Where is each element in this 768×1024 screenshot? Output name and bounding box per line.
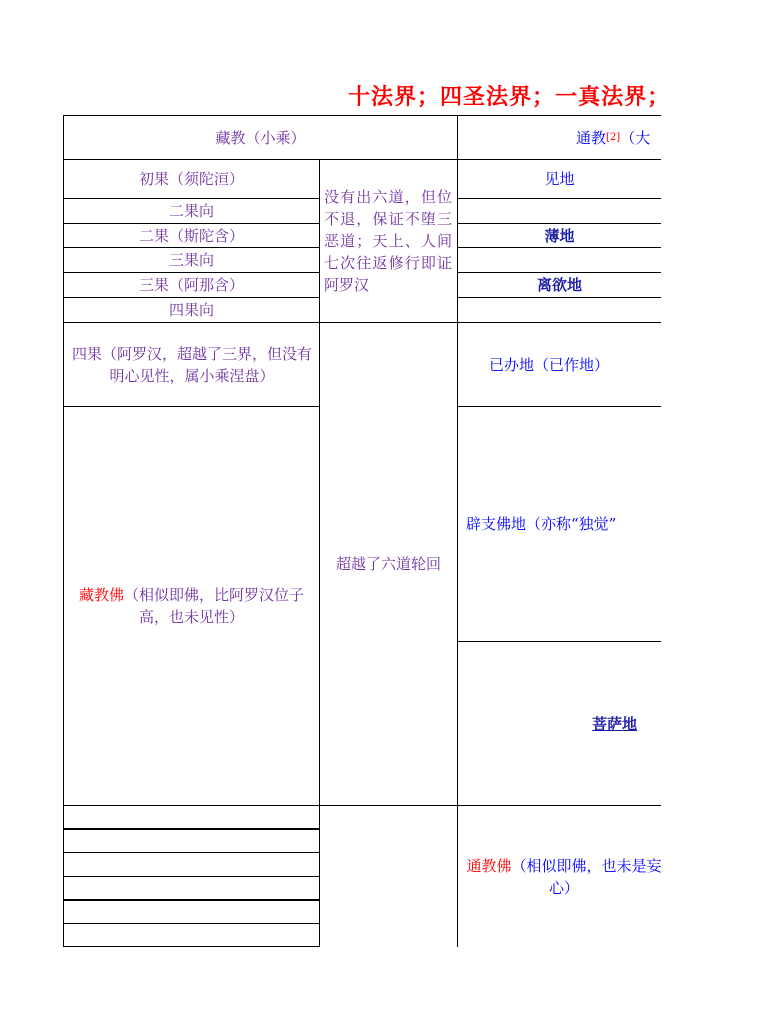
footnote-ref[interactable]: [2]: [606, 131, 621, 143]
zang-buddha-desc: （相似即佛，比阿罗汉位子高，也未见性）: [124, 586, 305, 626]
zang-header-label: 藏教（小乘）: [215, 128, 306, 147]
arhat-text: 四果（阿罗汉，超越了三界，但没有明心见性，属小乘涅盘）: [71, 344, 312, 385]
title-separator: ；: [532, 84, 556, 110]
tong-row: [458, 273, 661, 297]
title-separator: ；: [647, 84, 671, 110]
grid-line: [63, 852, 319, 853]
zang-row: [64, 224, 319, 247]
zang-row-label: 三果向: [168, 251, 214, 269]
tong-row: [458, 160, 661, 198]
note-beyond-text: 超越了六道轮回: [335, 555, 441, 573]
zang-row-label: 三果（阿那含）: [138, 276, 244, 294]
zang-row: [64, 199, 319, 223]
pizhi-text: 辟支佛地（亦称“独觉”: [466, 515, 617, 533]
tong-buddha-cell: [458, 806, 698, 947]
tong-row: [458, 224, 661, 247]
tong-header-rest: （大: [620, 128, 651, 147]
grid-line: [63, 899, 319, 901]
tong-row: [458, 199, 661, 223]
tong-row-label: 见地: [544, 170, 575, 188]
zang-row: [64, 273, 319, 297]
zang-row: [64, 298, 319, 322]
tong-row-label: 离欲地: [536, 276, 582, 294]
zang-row-label: 初果（须陀洹）: [138, 170, 244, 188]
title-separator: ；: [417, 84, 441, 110]
zang-row-label: 二果（斯陀含）: [138, 226, 244, 245]
zang-header: [64, 116, 457, 159]
pusa-link[interactable]: 菩萨地: [592, 714, 638, 733]
title-part-3: 一真法界: [555, 84, 648, 110]
page-title: [348, 80, 670, 112]
grid-line: [63, 828, 319, 830]
note-stay-in-six-realms: [322, 160, 454, 322]
tong-buddha-name: 通教佛: [466, 856, 512, 875]
grid-line: [63, 876, 319, 877]
zang-row: [64, 248, 319, 272]
title-part-1: 十法界: [348, 84, 418, 110]
grid-line: [63, 946, 319, 947]
tong-header: [458, 116, 698, 159]
zang-buddha-name: 藏教佛: [78, 586, 124, 604]
tong-row: [458, 248, 661, 272]
grid-line: [63, 923, 319, 924]
pizhi-cell: [458, 407, 698, 641]
note-stay-text: 没有出六道，但位不退，保证不堕三恶道；天上、人间七次往返修行即证阿罗汉: [324, 188, 452, 294]
tong-buddha-text: [466, 855, 662, 899]
tong-buddha-desc: （相似即佛，也未是妄心）: [511, 856, 662, 897]
note-beyond-six-realms: [320, 323, 457, 805]
title-part-2: 四圣法界: [440, 84, 533, 110]
zang-row: [64, 160, 319, 198]
tong-header-label: 通教: [576, 128, 607, 147]
tong-row-label: 薄地: [544, 226, 575, 245]
zang-row-label: 二果向: [168, 202, 214, 220]
pusa-cell[interactable]: [458, 642, 661, 805]
arhat-cell: [66, 323, 318, 406]
tong-row: [458, 298, 661, 322]
yiban-cell: [458, 323, 661, 406]
yiban-text: 已办地（已作地）: [489, 355, 610, 374]
zang-buddha-text: [66, 584, 317, 628]
zang-buddha-cell: [64, 407, 319, 805]
zang-row-label: 四果向: [168, 301, 214, 319]
